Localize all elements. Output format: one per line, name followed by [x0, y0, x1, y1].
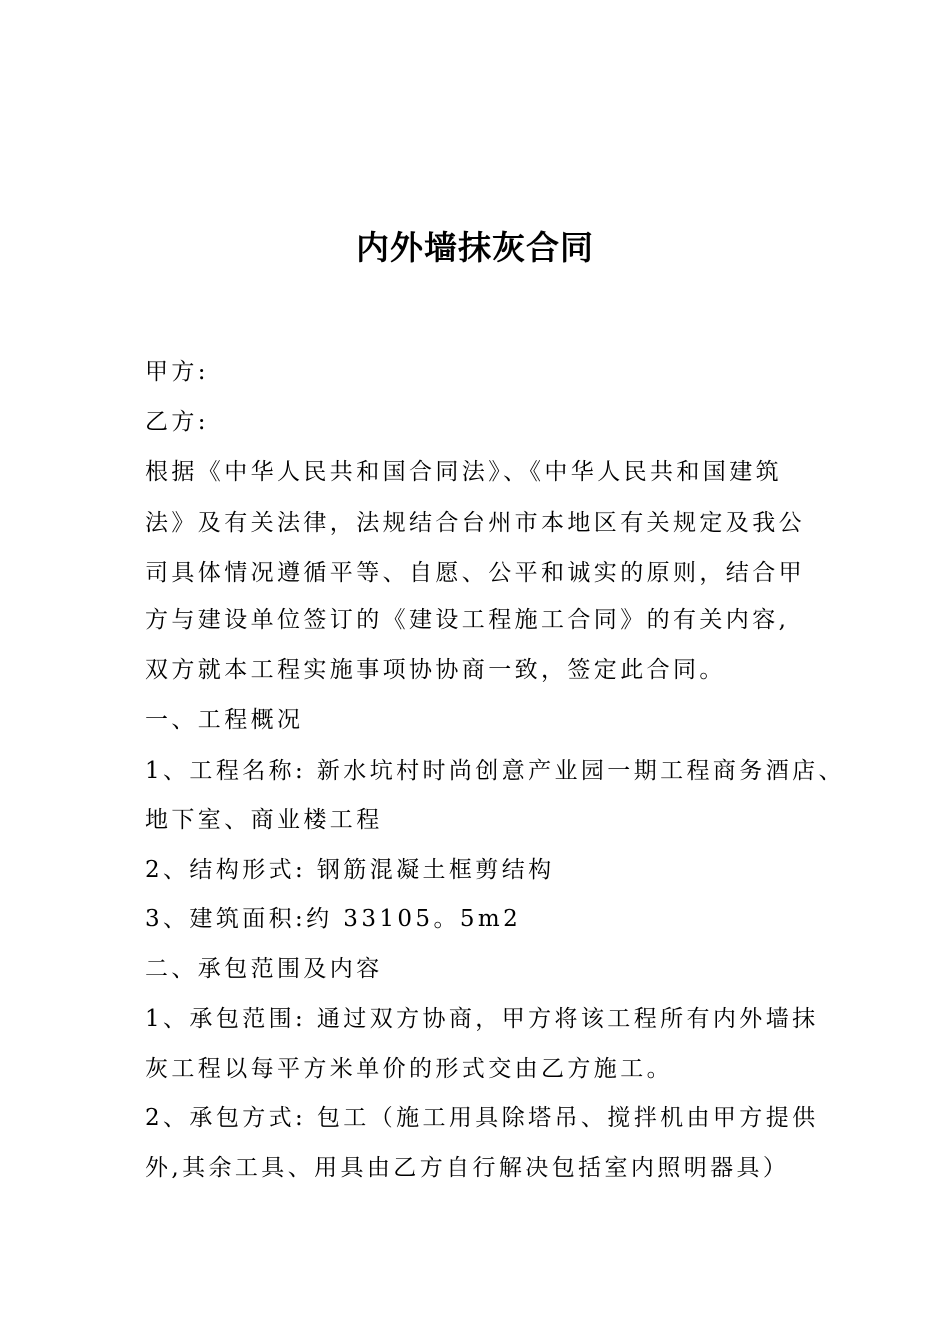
section-2-item-1-line-2: 灰工程以每平方米单价的形式交由乙方施工。: [145, 1056, 673, 1082]
contract-title: 内外墙抹灰合同: [356, 228, 594, 267]
preamble-line-4: 方与建设单位签订的《建设工程施工合同》的有关内容,: [145, 607, 790, 633]
preamble-line-1: 根据《中华人民共和国合同法》、《中华人民共和国建筑: [145, 459, 782, 485]
section-2-heading: 二、承包范围及内容: [145, 956, 383, 982]
section-1-heading: 一、工程概况: [145, 707, 304, 733]
section-1-item-2: 2、结构形式: 钢筋混凝土框剪结构: [145, 857, 555, 883]
section-2-item-2-line-2: 外,其余工具、用具由乙方自行解决包括室内照明器具）: [145, 1155, 790, 1181]
preamble-line-5: 双方就本工程实施事项协协商一致，签定此合同。: [145, 657, 726, 683]
preamble-line-3: 司具体情况遵循平等、自愿、公平和诚实的原则，结合甲: [145, 560, 805, 586]
party-a-label: 甲方:: [145, 359, 209, 385]
section-2-item-2-line-1: 2、承包方式: 包工（施工用具除塔吊、搅拌机由甲方提供: [145, 1105, 819, 1131]
section-1-item-1-line-2: 地下室、商业楼工程: [145, 807, 383, 833]
section-1-item-1-line-1: 1、工程名称: 新水坑村时尚创意产业园一期工程商务酒店、: [145, 758, 845, 784]
preamble-line-2: 法》及有关法律，法规结合台州市本地区有关规定及我公: [145, 510, 805, 536]
section-1-item-3: 3、建筑面积:约 33105。5m2: [145, 906, 522, 932]
section-2-item-1-line-1: 1、承包范围: 通过双方协商，甲方将该工程所有内外墙抹: [145, 1006, 819, 1032]
party-b-label: 乙方:: [145, 409, 209, 435]
